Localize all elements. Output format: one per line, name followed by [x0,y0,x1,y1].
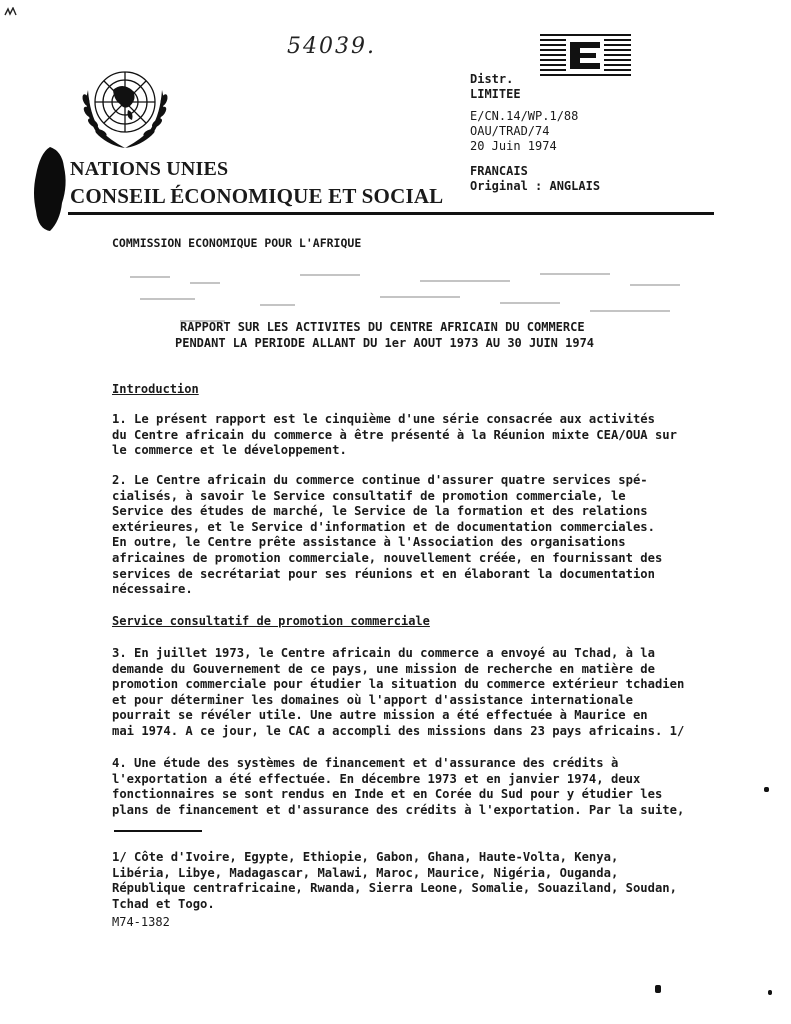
distribution-label: Distr. [470,72,514,86]
document-date: 20 Juin 1974 [470,139,557,153]
distribution-value: LIMITEE [470,87,521,101]
report-title-line-1: RAPPORT SUR LES ACTIVITES DU CENTRE AFRICAIN DU COMMERCE [180,320,585,334]
report-title-line-2: PENDANT LA PERIODE ALLANT DU 1er AOUT 1973 AU 30 JUIN 1974 [175,336,595,350]
paragraph-3 [112,646,684,740]
symbol-line-1: E/CN.14/WP.1/88 [470,109,579,123]
commission-name: COMMISSION ECONOMIQUE POUR L'AFRIQUE [112,236,362,250]
ink-blot [32,145,68,233]
stray-ink-mark [768,990,772,995]
un-emblem [70,60,180,155]
footnote-line: Libéria, Libye, Madagascar, Malawi, Maroc, Maurice, Nigéria, Ouganda, [112,865,619,880]
paragraph-1-line: du Centre africain du commerce à être présenté à la Réunion mixte CEA/OUA sur [112,427,677,442]
paragraph-4-line: fonctionnaires se sont rendus en Inde et en Corée du Sud pour y étudier les [112,787,663,802]
paragraph-4-line: l'exportation a été effectuée. En décembre 1973 et en janvier 1974, deux [112,771,641,786]
paragraph-3-line: mai 1974. A ce jour, le CAC a accompli des missions dans 23 pays africains. 1/ [112,723,685,738]
original-language: Original : ANGLAIS [470,179,601,193]
economic-council-logo [540,34,631,78]
org-name-un: NATIONS UNIES [70,158,229,180]
stray-ink-mark [655,985,661,993]
paragraph-2-line: Service des études de marché, le Service de la formation et des relations [112,504,648,519]
paragraph-2-line: 2. Le Centre africain du commerce continue d'assurer quatre services spé- [112,473,648,487]
paragraph-1-line: le commerce et le développement. [112,443,347,458]
paragraph-2 [112,473,662,598]
introduction-heading: Introduction [112,382,199,396]
paragraph-3-line: demande du Gouvernement de ce pays, une mission de recherche en matière de [112,661,655,676]
paragraph-1 [112,412,677,459]
paragraph-2-line: cialisés, à savoir le Service consultatif de promotion commerciale, le [112,488,626,503]
paragraph-3-line: et pour déterminer les domaines où l'apport d'assistance internationale [112,692,633,707]
paragraph-3-line: promotion commerciale pour étudier la situation du commerce extérieur tchadien [112,677,685,692]
paragraph-2-line: nécessaire. [112,582,193,597]
paragraph-2-line: services de secrétariat pour ses réunions et en élaborant la documentation [112,566,655,581]
footnote-line: 1/ Côte d'Ivoire, Egypte, Ethiopie, Gabon, Ghana, Haute-Volta, Kenya, [112,850,619,864]
paragraph-2-line: africaines de promotion commerciale, nouvellement créée, en fournissant des [112,550,663,565]
paragraph-3-line: pourrait se révéler utile. Une autre mission a été effectuée à Maurice en [112,708,648,723]
footnote [112,850,677,912]
header-rule [68,212,714,215]
paragraph-3-line: 3. En juillet 1973, le Centre africain du commerce a envoyé au Tchad, à la [112,646,655,660]
scan-mark [4,2,18,12]
paragraph-4 [112,756,684,818]
stray-ink-mark [764,787,769,792]
org-name-council: CONSEIL ÉCONOMIQUE ET SOCIAL [70,184,444,208]
language-label: FRANCAIS [470,164,528,178]
footnote-line: République centrafricaine, Rwanda, Sierra Leone, Somalie, Souaziland, Soudan, [112,881,677,896]
paragraph-2-line: extérieures, et le Service d'information et de documentation commerciales. [112,519,655,534]
footnote-line: Tchad et Togo. [112,896,215,911]
paragraph-4-line: plans de financement et d'assurance des crédits à l'exportation. Par la suite, [112,802,685,817]
document-reference: M74-1382 [112,915,170,929]
service-heading: Service consultatif de promotion commerciale [112,614,430,628]
handwritten-number: 54039. [287,34,376,59]
paragraph-4-line: 4. Une étude des systèmes de financement et d'assurance des crédits à [112,756,619,770]
paragraph-2-line: En outre, le Centre prête assistance à l'Association des organisations [112,535,626,550]
footnote-rule [114,830,202,832]
symbol-line-2: OAU/TRAD/74 [470,124,550,138]
paragraph-1-line: 1. Le présent rapport est le cinquième d'une série consacrée aux activités [112,412,655,426]
